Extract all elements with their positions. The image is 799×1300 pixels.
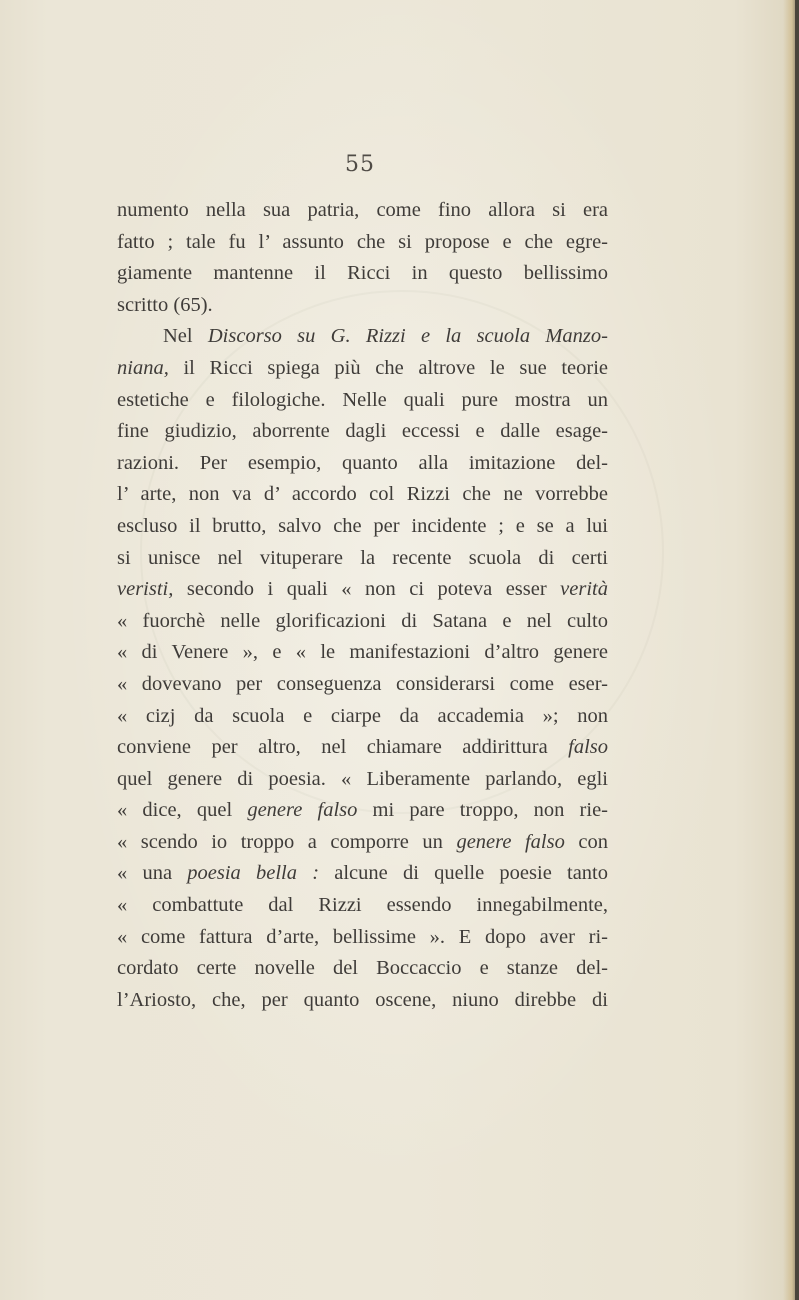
text-line	[117, 511, 608, 543]
text-line	[117, 732, 608, 764]
page-edge-binding	[795, 0, 799, 1300]
text-run: mi pare troppo, non rie-	[357, 799, 608, 822]
text-run: alcune di quelle poesie tanto	[319, 862, 608, 885]
text-run: « dice, quel	[117, 799, 248, 822]
text-run: Nel	[163, 325, 208, 348]
text-line	[117, 290, 608, 322]
body-text	[117, 195, 608, 1016]
text-line	[117, 479, 608, 511]
text-run: conviene per altro, nel chiamare addirittura	[117, 736, 569, 759]
italic-text: veristi,	[117, 578, 174, 601]
text-run: « una	[117, 862, 188, 885]
text-line	[117, 701, 608, 733]
text-line	[117, 890, 608, 922]
text-line	[117, 258, 608, 290]
text-line	[117, 385, 608, 417]
text-run: l’Ariosto, che, per quanto oscene, niuno direbbe di	[117, 988, 608, 1011]
text-run: « fuorchè nelle glorificazioni di Satana e nel culto	[117, 609, 608, 632]
text-run: giamente mantenne il Ricci in questo bellissimo	[117, 262, 608, 285]
text-line	[117, 543, 608, 575]
text-line	[117, 795, 608, 827]
text-run: con	[564, 830, 608, 853]
text-run: « dovevano per conseguenza considerarsi come eser-	[117, 672, 608, 695]
text-line	[117, 353, 608, 385]
paragraph	[117, 195, 608, 321]
text-run: « combattute dal Rizzi essendo innegabilmente,	[117, 894, 608, 917]
text-line	[117, 321, 608, 353]
text-run: escluso il brutto, salvo che per incidente ; e se a lui	[117, 514, 608, 537]
italic-text: niana,	[117, 356, 169, 379]
text-line	[117, 922, 608, 954]
text-run: numento nella sua patria, come fino allora si era	[117, 199, 608, 221]
text-run: scritto (65).	[117, 293, 213, 316]
text-run: razioni. Per esempio, quanto alla imitazione del-	[117, 451, 608, 474]
text-line	[117, 637, 608, 669]
text-run: si unisce nel vituperare la recente scuola di certi	[117, 546, 608, 569]
paragraph	[117, 321, 608, 1016]
italic-text: genere falso	[456, 830, 565, 853]
text-line	[117, 574, 608, 606]
text-run: fine giudizio, aborrente dagli eccessi e dalle esage-	[117, 420, 608, 443]
text-line	[117, 416, 608, 448]
text-run: l’ arte, non va d’ accordo col Rizzi che ne vorrebbe	[117, 483, 608, 506]
text-line	[117, 448, 608, 480]
text-run: « cizj da scuola e ciarpe da accademia »; non	[117, 704, 608, 727]
text-run: « come fattura d’arte, bellissime ». E dopo aver ri-	[117, 925, 608, 948]
text-run: il Ricci spiega più che altrove le sue teorie	[168, 356, 608, 379]
page-number: 55	[345, 152, 375, 177]
text-run: fatto ; tale fu l’ assunto che si propose e che egre-	[117, 230, 608, 253]
text-line	[117, 669, 608, 701]
text-run: cordato certe novelle del Boccaccio e stanze del-	[117, 957, 608, 980]
text-run: estetiche e filologiche. Nelle quali pure mostra un	[117, 388, 608, 411]
text-run: « di Venere », e « le manifestazioni d’altro genere	[117, 641, 608, 664]
italic-text: Discorso su G. Rizzi e la scuola Manzo-	[207, 325, 608, 348]
italic-text: poesia bella :	[187, 862, 320, 885]
text-run: « scendo io troppo a comporre un	[117, 830, 457, 853]
italic-text: verità	[560, 578, 608, 601]
text-line	[117, 227, 608, 259]
text-line	[117, 953, 608, 985]
text-line	[117, 827, 608, 859]
text-run: quel genere di poesia. « Liberamente parlando, egli	[117, 767, 608, 790]
text-run: secondo i quali « non ci poteva esser	[173, 578, 561, 601]
text-line	[117, 606, 608, 638]
italic-text: falso	[568, 736, 608, 759]
text-line	[117, 764, 608, 796]
text-line	[117, 985, 608, 1017]
text-line	[117, 858, 608, 890]
italic-text: genere falso	[247, 799, 358, 822]
text-line	[117, 195, 608, 227]
